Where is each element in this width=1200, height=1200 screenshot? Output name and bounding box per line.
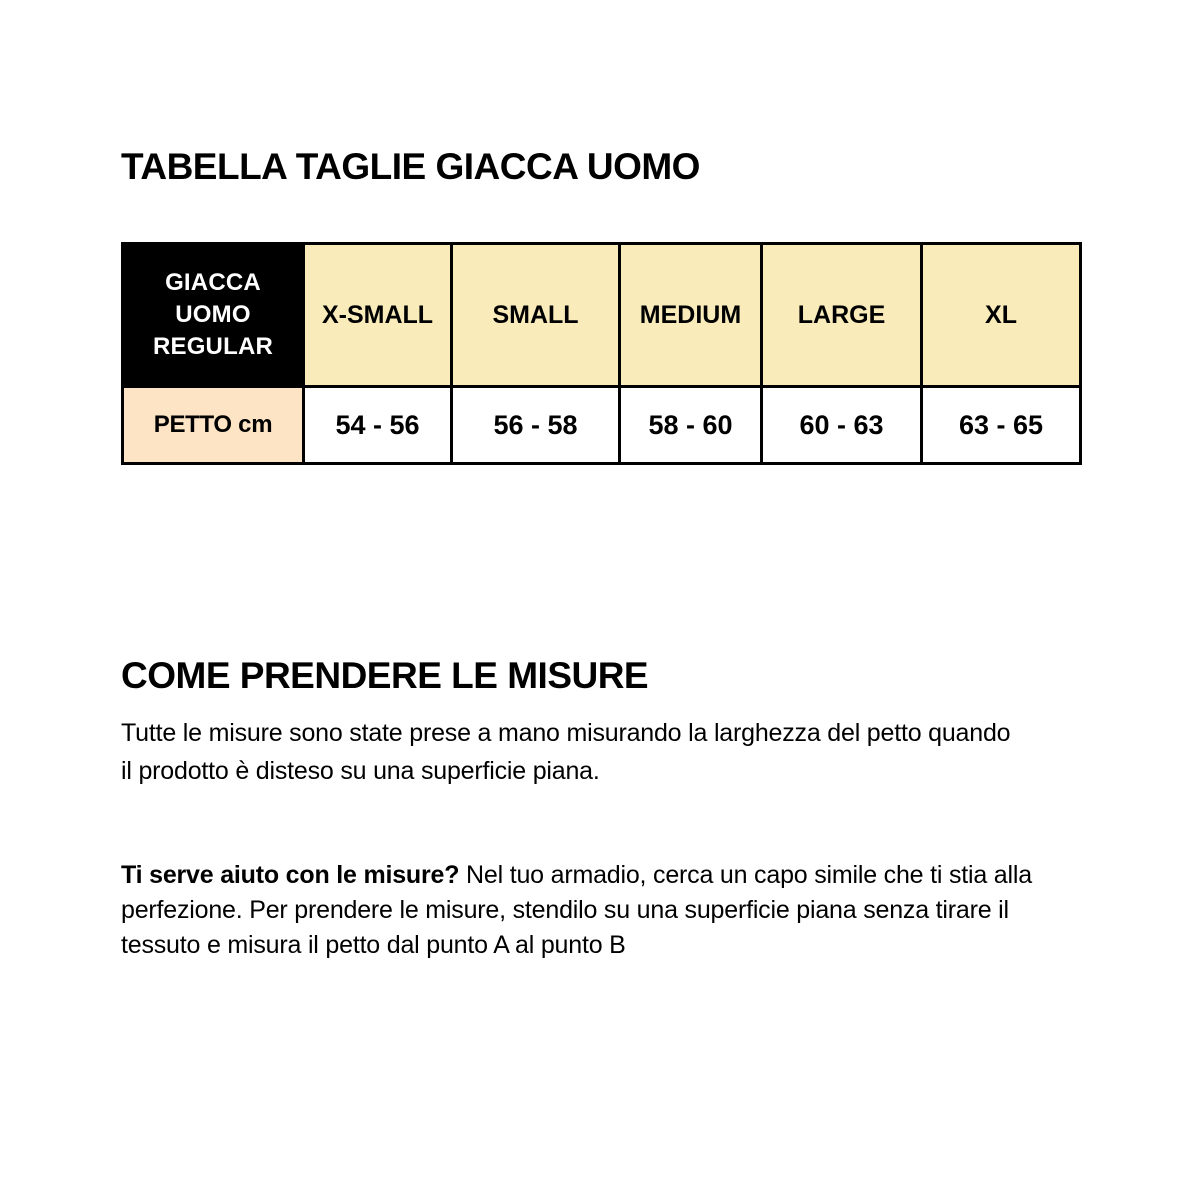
size-header-x-small: X-SMALL — [304, 244, 452, 387]
measure-label-cell: PETTO cm — [123, 387, 304, 464]
size-table-header-row — [123, 244, 1081, 387]
chest-value-x-small: 54 - 56 — [304, 387, 452, 464]
corner-line-1: GIACCA — [165, 269, 261, 296]
corner-line-2: UOMO — [175, 301, 251, 328]
paragraph-help-rest: Nel tuo armadio, cerca un capo simile che ti stia alla perfezione. Per prendere le misure, stendilo su una superficie piana senza tirare il tessuto e misura il petto dal punto A al punto B — [121, 861, 1032, 959]
paragraph-help-lead: Ti serve aiuto con le misure? — [121, 861, 460, 889]
corner-line-3: REGULAR — [152, 333, 274, 360]
chest-measure-row — [123, 387, 1081, 464]
paragraph-measure-info: Tutte le misure sono state prese a mano misurando la larghezza del petto quando il prodotto è disteso su una superficie piana. — [121, 719, 1011, 785]
size-header-xl: XL — [922, 244, 1081, 387]
size-header-small: SMALL — [452, 244, 620, 387]
size-header-large: LARGE — [762, 244, 922, 387]
page-title: TABELLA TAGLIE GIACCA UOMO — [121, 146, 700, 187]
chest-value-xl: 63 - 65 — [922, 387, 1081, 464]
chest-value-small: 56 - 58 — [452, 387, 620, 464]
size-header-medium: MEDIUM — [620, 244, 762, 387]
size-table — [121, 242, 1082, 465]
section-heading: COME PRENDERE LE MISURE — [121, 655, 649, 696]
chest-value-medium: 58 - 60 — [620, 387, 762, 464]
paragraph-help — [121, 858, 1086, 963]
chest-value-large: 60 - 63 — [762, 387, 922, 464]
table-corner-cell — [123, 244, 304, 387]
